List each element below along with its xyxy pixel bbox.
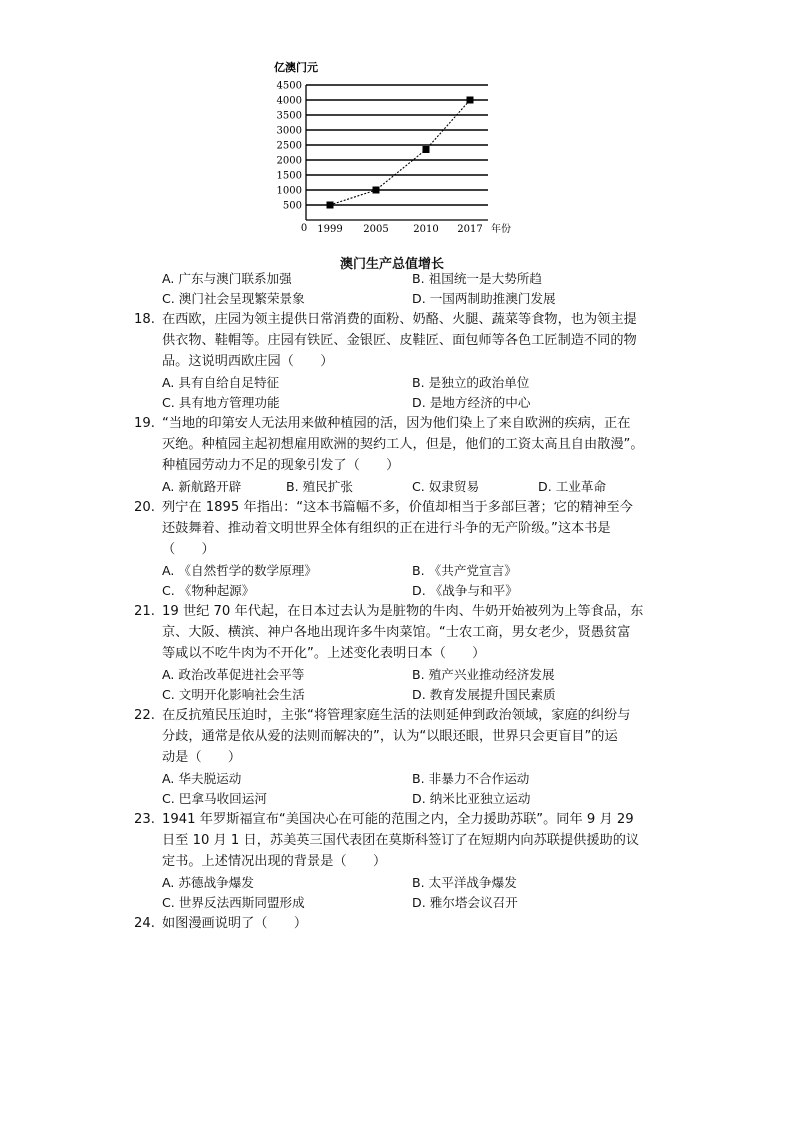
y-axis-label: 亿澳门元	[274, 61, 318, 74]
q18-stem-line3: 品。这说明西欧庄园（ ）	[162, 354, 334, 369]
q18-option-c: C. 具有地方管理功能	[162, 395, 280, 410]
q18-number: 18.	[134, 312, 155, 327]
q22-stem-line2: 分歧，通常是依从爱的法则而解决的”，认为“以眼还眼，世界只会更盲目”的运	[162, 729, 618, 744]
q21-option-b: B. 殖产兴业推动经济发展	[412, 667, 555, 682]
q22-stem-line3: 动是（ ）	[162, 750, 242, 765]
q24-number: 24.	[134, 916, 155, 931]
y-tick-2000: 2000	[276, 155, 302, 167]
q20-stem-line2: 还鼓舞着、推动着文明世界全体有组织的正在进行斗争的无产阶级。”这本书是	[162, 521, 611, 536]
x-tick-2010: 2010	[413, 224, 439, 235]
q20-number: 20.	[134, 500, 155, 515]
q21-option-a: A. 政治改革促进社会平等	[162, 667, 305, 682]
q20-option-a: A. 《自然哲学的数学原理》	[162, 563, 317, 578]
data-point-2005	[373, 187, 380, 194]
q20-option-c: C. 《物种起源》	[162, 583, 255, 598]
q20-stem-line1: 列宁在 1895 年指出：“这本书篇幅不多，价值却相当于多部巨著；它的精神至今	[162, 500, 633, 515]
q17-option-b: B. 祖国统一是大势所趋	[412, 271, 542, 286]
q23-option-b: B. 太平洋战争爆发	[412, 875, 517, 890]
data-point-1999	[327, 202, 334, 209]
x-tick-1999: 1999	[317, 224, 343, 235]
q22-number: 22.	[134, 708, 155, 723]
q20-option-b: B. 《共产党宣言》	[412, 563, 517, 578]
x-tick-2017: 2017	[457, 224, 483, 235]
q23-number: 23.	[134, 812, 155, 827]
origin-label: 0	[300, 223, 308, 234]
y-tick-labels	[277, 81, 302, 212]
y-tick-1000: 1000	[276, 185, 302, 197]
q19-option-a: A. 新航路开辟	[162, 479, 242, 494]
q21-stem-line3: 等咸以不吃牛肉为不开化”。上述变化表明日本（ ）	[162, 646, 486, 661]
q17-option-d: D. 一国两制助推澳门发展	[412, 291, 556, 306]
q18-stem-line1: 在西欧，庄园为领主提供日常消费的面粉、奶酪、火腿、蔬菜等食物，也为领主提	[162, 312, 637, 327]
q21-stem-line2: 京、大阪、横滨、神户各地出现许多牛肉菜馆。“士农工商，男女老少，贤愚贫富	[162, 625, 631, 640]
y-tick-1500: 1500	[276, 170, 302, 182]
chart-grid	[306, 85, 488, 220]
q20-stem-line3: （ ）	[162, 542, 215, 557]
q23-option-a: A. 苏德战争爆发	[162, 875, 254, 890]
q18-option-b: B. 是独立的政治单位	[412, 375, 530, 390]
gdp-line-chart	[270, 55, 530, 245]
q22-option-a: A. 华夫脱运动	[162, 771, 242, 786]
q21-stem-line1: 19 世纪 70 年代起，在日本过去认为是脏物的牛肉、牛奶开始被列为上等食品，东	[162, 604, 644, 619]
x-axis-label: 年份	[491, 224, 511, 235]
q21-option-c: C. 文明开化影响社会生活	[162, 687, 305, 702]
q20-option-d: D. 《战争与和平》	[412, 583, 518, 598]
gdp-series-line	[330, 100, 470, 205]
q23-option-c: C. 世界反法西斯同盟形成	[162, 895, 305, 910]
y-tick-4500: 4500	[276, 80, 302, 92]
q22-option-b: B. 非暴力不合作运动	[412, 771, 530, 786]
x-tick-labels	[317, 224, 482, 235]
q24-stem-line1: 如图漫画说明了（ ）	[162, 916, 308, 931]
data-point-2017	[467, 97, 474, 104]
q22-stem-line1: 在反抗殖民压迫时，主张“将管理家庭生活的法则延伸到政治领域，家庭的纠纷与	[162, 708, 631, 723]
q19-stem-line1: “当地的印第安人无法用来做种植园的活，因为他们染上了来自欧洲的疾病，正在	[162, 416, 631, 431]
chart-series	[327, 97, 474, 209]
q17-option-c: C. 澳门社会呈现繁荣景象	[162, 291, 305, 306]
q19-stem-line2: 灭绝。种植园主起初想雇用欧洲的契约工人，但是，他们的工资太高且自由散漫”。	[162, 437, 644, 452]
q23-stem-line2: 日至 10 月 1 日，苏美英三国代表团在莫斯科签订了在短期内向苏联提供援助的议	[162, 833, 640, 848]
q23-stem-line3: 定书。上述情况出现的背景是（ ）	[162, 854, 387, 869]
q19-option-b: B. 殖民扩张	[286, 479, 354, 494]
q19-option-c: C. 奴隶贸易	[412, 479, 480, 494]
q18-option-d: D. 是地方经济的中心	[412, 395, 531, 410]
q23-option-d: D. 雅尔塔会议召开	[412, 895, 518, 910]
x-tick-2005: 2005	[363, 224, 389, 235]
y-tick-3500: 3500	[276, 110, 302, 122]
q18-option-a: A. 具有自给自足特征	[162, 375, 280, 390]
q19-stem-line3: 种植园劳动力不足的现象引发了（ ）	[162, 458, 400, 473]
q18-stem-line2: 供衣物、鞋帽等。庄园有铁匠、金银匠、皮鞋匠、面包师等各色工匠制造不同的物	[162, 333, 637, 348]
q22-option-d: D. 纳米比亚独立运动	[412, 791, 531, 806]
q17-option-a: A. 广东与澳门联系加强	[162, 271, 292, 286]
q19-number: 19.	[134, 416, 155, 431]
q19-option-d: D. 工业革命	[538, 479, 607, 494]
y-tick-4000: 4000	[276, 95, 302, 107]
chart-caption: 澳门生产总值增长	[340, 257, 445, 272]
y-tick-500: 500	[282, 200, 302, 212]
data-point-2010	[423, 146, 430, 153]
y-tick-2500: 2500	[276, 140, 302, 152]
q23-stem-line1: 1941 年罗斯福宣布“美国决心在可能的范围之内，全力援助苏联”。同年 9 月 29	[162, 812, 634, 827]
q21-option-d: D. 教育发展提升国民素质	[412, 687, 556, 702]
q22-option-c: C. 巴拿马收回运河	[162, 791, 267, 806]
q21-number: 21.	[134, 604, 155, 619]
y-tick-3000: 3000	[276, 125, 302, 137]
